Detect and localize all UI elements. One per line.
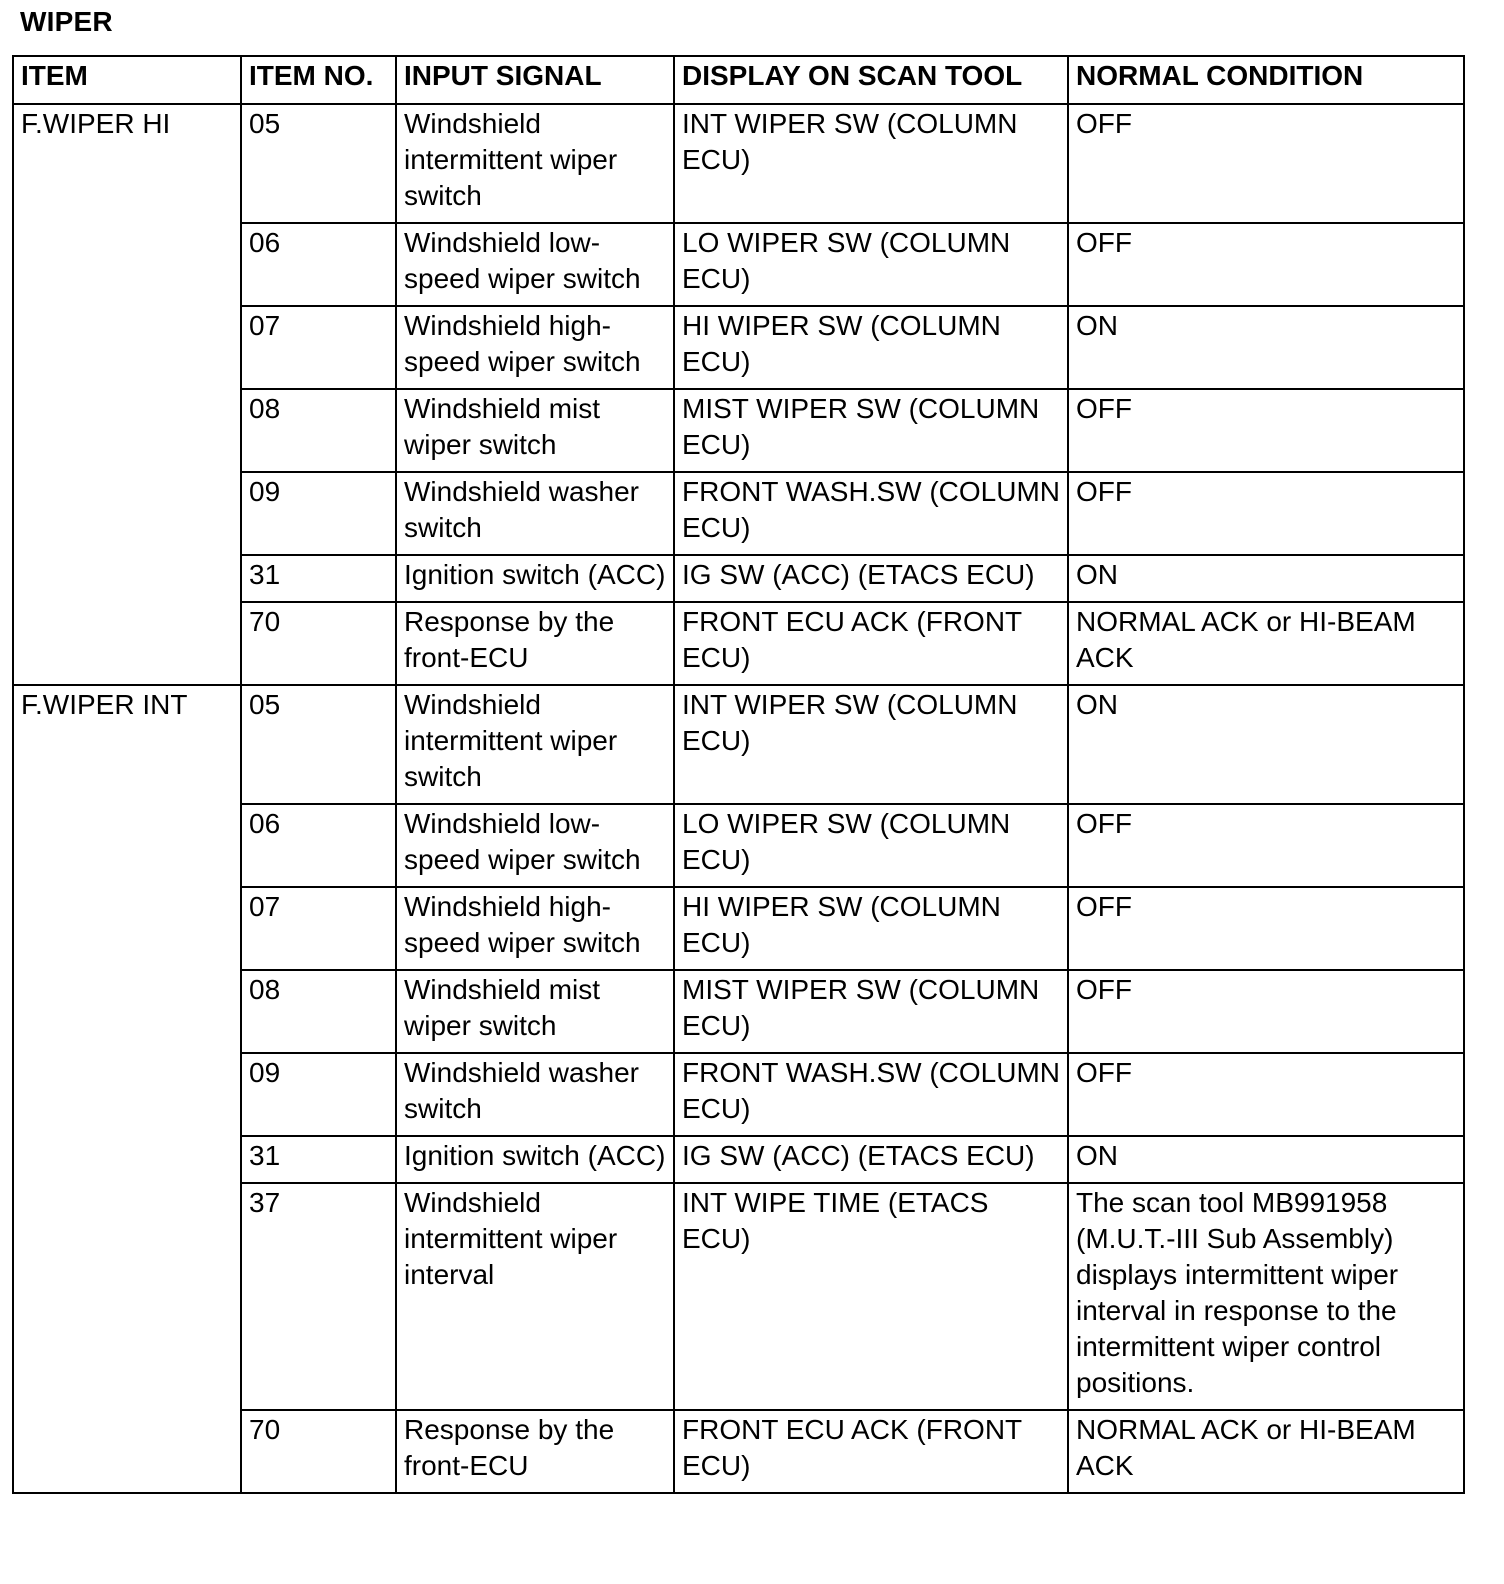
item-no-cell: 70 — [241, 602, 396, 685]
table-header-row — [13, 56, 1464, 104]
display-cell: MIST WIPER SW (COLUMN ECU) — [674, 389, 1068, 472]
normal-condition-cell: OFF — [1068, 223, 1464, 306]
normal-condition-cell: ON — [1068, 685, 1464, 804]
group-item-label: F.WIPER HI — [13, 104, 241, 685]
input-signal-cell: Windshield washer switch — [396, 1053, 674, 1136]
normal-condition-cell: OFF — [1068, 472, 1464, 555]
input-signal-cell: Windshield high-speed wiper switch — [396, 306, 674, 389]
normal-condition-cell: ON — [1068, 555, 1464, 602]
header-item: ITEM — [13, 56, 241, 104]
normal-condition-cell: OFF — [1068, 1053, 1464, 1136]
item-no-cell: 37 — [241, 1183, 396, 1410]
display-cell: FRONT WASH.SW (COLUMN ECU) — [674, 1053, 1068, 1136]
item-no-cell: 31 — [241, 555, 396, 602]
normal-condition-cell: OFF — [1068, 887, 1464, 970]
display-cell: IG SW (ACC) (ETACS ECU) — [674, 1136, 1068, 1183]
page-title: WIPER — [20, 6, 113, 37]
display-cell: FRONT WASH.SW (COLUMN ECU) — [674, 472, 1068, 555]
input-signal-cell: Windshield intermittent wiper switch — [396, 104, 674, 223]
input-signal-cell: Windshield washer switch — [396, 472, 674, 555]
header-normal-condition: NORMAL CONDITION — [1068, 56, 1464, 104]
display-cell: FRONT ECU ACK (FRONT ECU) — [674, 1410, 1068, 1493]
normal-condition-cell: ON — [1068, 306, 1464, 389]
item-no-cell: 70 — [241, 1410, 396, 1493]
normal-condition-cell: NORMAL ACK or HI-BEAM ACK — [1068, 1410, 1464, 1493]
input-signal-cell: Windshield low-speed wiper switch — [396, 223, 674, 306]
table-row — [13, 685, 1464, 804]
wiper-data-table — [12, 55, 1465, 1494]
header-item-no: ITEM NO. — [241, 56, 396, 104]
normal-condition-cell: The scan tool MB991958 (M.U.T.-III Sub Assembly) displays intermittent wiper interval in response to the intermittent wiper control positions. — [1068, 1183, 1464, 1410]
input-signal-cell: Windshield mist wiper switch — [396, 389, 674, 472]
display-cell: FRONT ECU ACK (FRONT ECU) — [674, 602, 1068, 685]
item-no-cell: 08 — [241, 970, 396, 1053]
item-no-cell: 06 — [241, 804, 396, 887]
header-input-signal: INPUT SIGNAL — [396, 56, 674, 104]
item-no-cell: 05 — [241, 685, 396, 804]
normal-condition-cell: OFF — [1068, 970, 1464, 1053]
display-cell: IG SW (ACC) (ETACS ECU) — [674, 555, 1068, 602]
display-cell: HI WIPER SW (COLUMN ECU) — [674, 306, 1068, 389]
input-signal-cell: Windshield high-speed wiper switch — [396, 887, 674, 970]
input-signal-cell: Response by the front-ECU — [396, 1410, 674, 1493]
input-signal-cell: Response by the front-ECU — [396, 602, 674, 685]
normal-condition-cell: ON — [1068, 1136, 1464, 1183]
input-signal-cell: Windshield low-speed wiper switch — [396, 804, 674, 887]
display-cell: INT WIPER SW (COLUMN ECU) — [674, 104, 1068, 223]
display-cell: MIST WIPER SW (COLUMN ECU) — [674, 970, 1068, 1053]
item-no-cell: 09 — [241, 472, 396, 555]
input-signal-cell: Ignition switch (ACC) — [396, 1136, 674, 1183]
item-no-cell: 31 — [241, 1136, 396, 1183]
item-no-cell: 07 — [241, 887, 396, 970]
input-signal-cell: Ignition switch (ACC) — [396, 555, 674, 602]
normal-condition-cell: OFF — [1068, 804, 1464, 887]
item-no-cell: 09 — [241, 1053, 396, 1136]
display-cell: HI WIPER SW (COLUMN ECU) — [674, 887, 1068, 970]
display-cell: LO WIPER SW (COLUMN ECU) — [674, 804, 1068, 887]
item-no-cell: 05 — [241, 104, 396, 223]
item-no-cell: 08 — [241, 389, 396, 472]
input-signal-cell: Windshield intermittent wiper switch — [396, 685, 674, 804]
group-item-label: F.WIPER INT — [13, 685, 241, 1493]
display-cell: INT WIPER SW (COLUMN ECU) — [674, 685, 1068, 804]
input-signal-cell: Windshield intermittent wiper interval — [396, 1183, 674, 1410]
input-signal-cell: Windshield mist wiper switch — [396, 970, 674, 1053]
display-cell: INT WIPE TIME (ETACS ECU) — [674, 1183, 1068, 1410]
normal-condition-cell: OFF — [1068, 104, 1464, 223]
item-no-cell: 06 — [241, 223, 396, 306]
item-no-cell: 07 — [241, 306, 396, 389]
display-cell: LO WIPER SW (COLUMN ECU) — [674, 223, 1068, 306]
normal-condition-cell: NORMAL ACK or HI-BEAM ACK — [1068, 602, 1464, 685]
header-display-on-scan-tool: DISPLAY ON SCAN TOOL — [674, 56, 1068, 104]
normal-condition-cell: OFF — [1068, 389, 1464, 472]
table-row — [13, 104, 1464, 223]
